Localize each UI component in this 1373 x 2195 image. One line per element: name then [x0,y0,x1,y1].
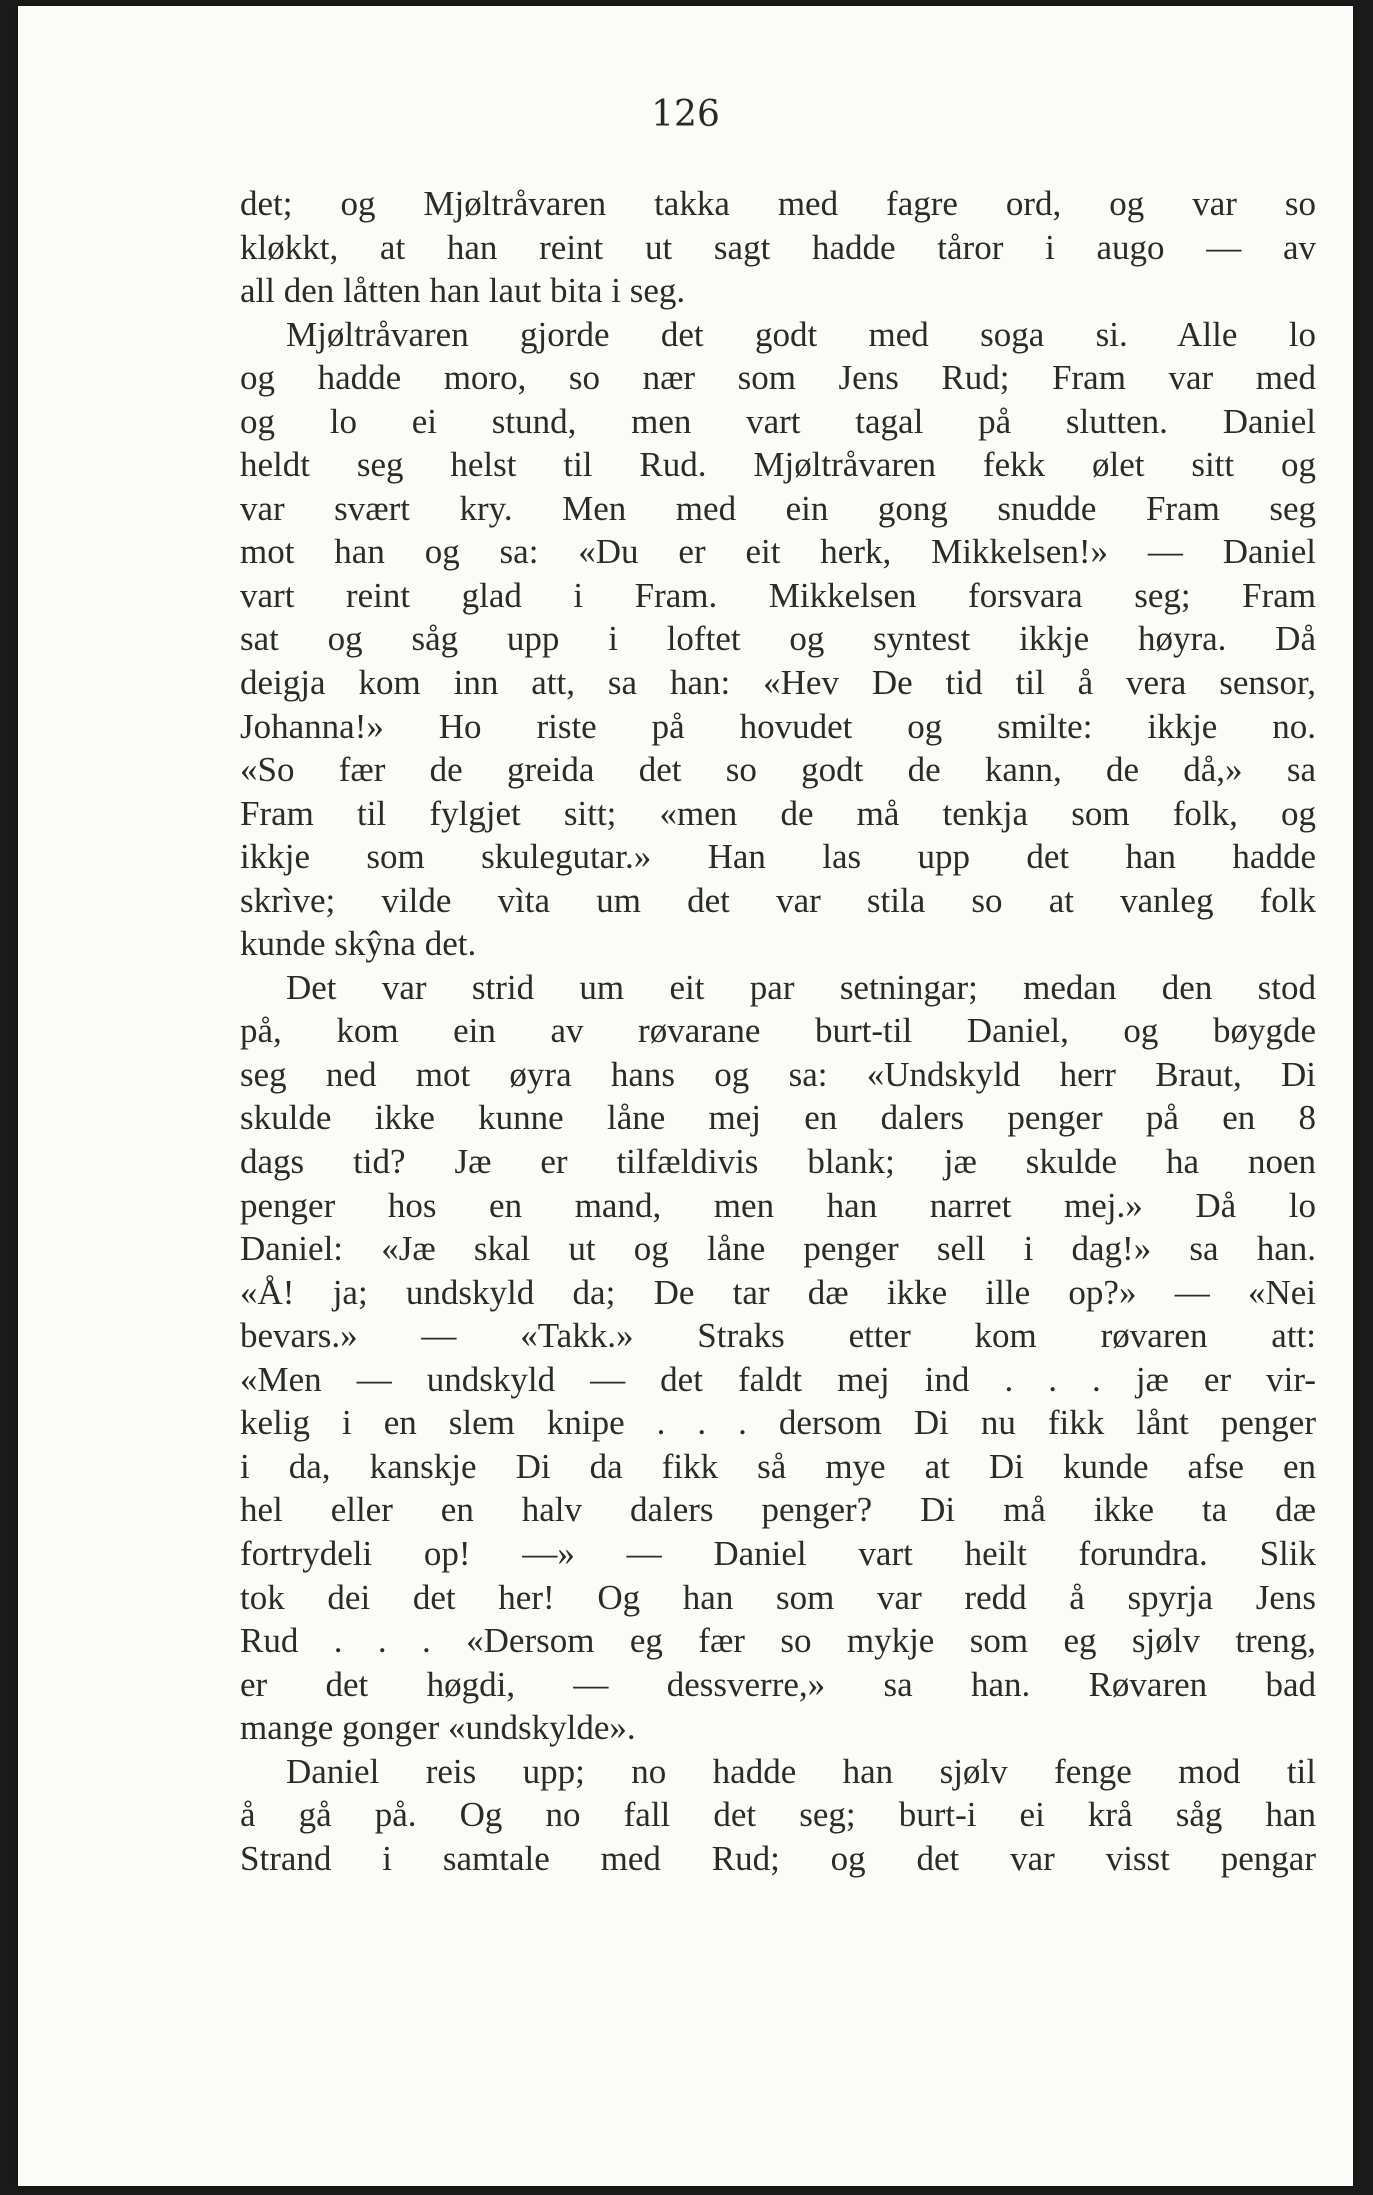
page-number: 126 [651,94,720,135]
text-line: er det høgdi, — dessverre,» sa han. Røvaren bad [240,1664,1316,1704]
text-line: tok dei det her! Og han som var redd å spyrja Jens [240,1577,1316,1617]
text-line: Rud . . . «Dersom eg fær so mykje som eg sjølv treng, [240,1621,1316,1661]
text-line: skrìve; vilde vìta um det var stila so at vanleg folk [240,880,1316,920]
text-line: å gå på. Og no fall det seg; burt-i ei krå såg han [240,1795,1316,1835]
text-line: skulde ikke kunne låne mej en dalers penger på en 8 [240,1098,1316,1138]
text-line: fortrydeli op! —» — Daniel vart heilt forundra. Slik [240,1533,1316,1573]
text-line: Det var strid um eit par setningar; medan den stod [286,967,1316,1007]
text-line: ikkje som skulegutar.» Han las upp det han hadde [240,837,1316,877]
text-line: hel eller en halv dalers penger? Di må ikke ta dæ [240,1490,1316,1530]
text-line: mot han og sa: «Du er eit herk, Mikkelsen!» — Daniel [240,532,1316,572]
text-line: heldt seg helst til Rud. Mjøltråvaren fekk ølet sitt og [240,445,1316,485]
text-line: bevars.» — «Takk.» Straks etter kom røvaren att: [240,1316,1316,1356]
text-line: kunde skŷna det. [240,924,477,964]
text-line: og lo ei stund, men vart tagal på slutten. Daniel [240,401,1316,441]
body-text [240,182,1316,1880]
text-line: «Men — undskyld — det faldt mej ind . . . jæ er vir- [240,1359,1316,1399]
text-line: kløkkt, at han reint ut sagt hadde tåror i augo — av [240,227,1316,267]
text-line: dags tid? Jæ er tilfældivis blank; jæ skulde ha noen [240,1142,1316,1182]
book-page [18,6,1353,2186]
text-line: kelig i en slem knipe . . . dersom Di nu fikk lånt penger [240,1403,1316,1443]
text-line: sat og såg upp i loftet og syntest ikkje høyra. Då [240,619,1316,659]
text-line: seg ned mot øyra hans og sa: «Undskyld herr Braut, Di [240,1054,1316,1094]
text-line: «So fær de greida det so godt de kann, de då,» sa [240,750,1316,790]
text-line: penger hos en mand, men han narret mej.» Då lo [240,1185,1316,1225]
text-line: Daniel: «Jæ skal ut og låne penger sell i dag!» sa han. [240,1229,1316,1269]
text-line: deigja kom inn att, sa han: «Hev De tid til å vera sensor, [240,663,1316,703]
text-line: Strand i samtale med Rud; og det var visst pengar [240,1838,1316,1878]
text-line: all den låtten han laut bita i seg. [240,271,686,311]
text-line: i da, kanskje Di da fikk så mye at Di kunde afse en [240,1446,1316,1486]
text-line: og hadde moro, so nær som Jens Rud; Fram var med [240,358,1316,398]
text-line: på, kom ein av røvarane burt-til Daniel, og bøygde [240,1011,1316,1051]
text-line: Fram til fylgjet sitt; «men de må tenkja som folk, og [240,793,1316,833]
text-line: Mjøltråvaren gjorde det godt med soga si. Alle lo [286,314,1316,354]
text-line: det; og Mjøltråvaren takka med fagre ord, og var so [240,184,1316,223]
text-line: Daniel reis upp; no hadde han sjølv fenge mod til [286,1751,1316,1791]
text-line: vart reint glad i Fram. Mikkelsen forsvara seg; Fram [240,575,1316,615]
text-line: Johanna!» Ho riste på hovudet og smilte: ikkje no. [240,706,1316,746]
text-line: «Å! ja; undskyld da; De tar dæ ikke ille op?» — «Nei [240,1272,1316,1312]
text-line: var svært kry. Men med ein gong snudde Fram seg [240,488,1316,528]
text-line: mange gonger «undskylde». [240,1708,636,1748]
